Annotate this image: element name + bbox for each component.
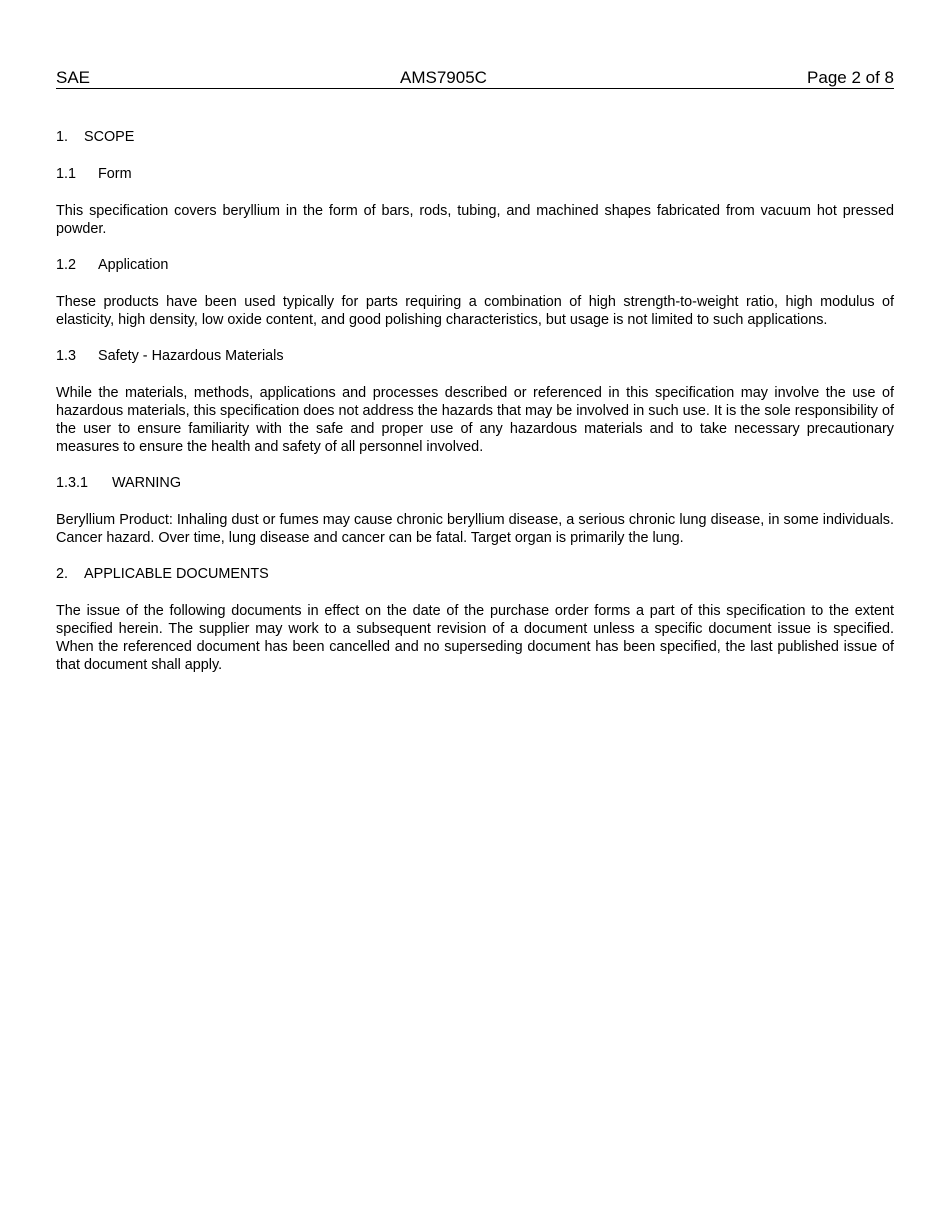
section-2-text: The issue of the following documents in effect on the date of the purchase order forms a part of this specification to the extent specified herein. The supplier may work to a subsequent revision of a document unless a specific document issue is specified. When the referenced document has been cancelled and no superseding document has been specified, the last published issue of that document shall apply. <box>56 603 894 673</box>
page-header <box>56 68 894 89</box>
section-1-3-1-heading <box>56 474 894 492</box>
header-doc-id: AMS7905C <box>400 68 487 87</box>
section-2-heading <box>56 565 894 583</box>
section-1-2-text: These products have been used typically for parts requiring a combination of high strength-to-weight ratio, high modulus of elasticity, high density, low oxide content, and good polishing characteristics, but usage is not limited to such applications. <box>56 294 894 328</box>
document-body <box>56 128 894 674</box>
section-number: 2. <box>56 566 69 582</box>
section-number: 1.1 <box>56 166 77 182</box>
section-1-3-text: While the materials, methods, applications and processes described or referenced in this specification may involve the use of hazardous materials, this specification does not address the hazards that may be involved in such use. It is the sole responsibility of the user to ensure familiarity with the safe and proper use of any hazardous materials and to take necessary precautionary measures to ensure the health and safety of all personnel involved. <box>56 385 894 455</box>
section-title: WARNING <box>112 475 182 491</box>
header-org: SAE <box>56 68 91 87</box>
section-title: SCOPE <box>84 129 135 145</box>
section-1-3-1-text: Beryllium Product: Inhaling dust or fumes may cause chronic beryllium disease, a serious chronic lung disease, in some individuals. Cancer hazard. Over time, lung disease and cancer can be fatal. Target organ is primarily the lung. <box>56 512 894 546</box>
section-1-heading <box>56 128 894 146</box>
section-title: Form <box>98 166 132 182</box>
section-number: 1. <box>56 129 69 145</box>
section-1-1-heading <box>56 165 894 183</box>
section-1-3-heading <box>56 347 894 365</box>
header-page-number: Page 2 of 8 <box>807 68 894 87</box>
section-number: 1.3.1 <box>56 475 89 491</box>
section-1-2-heading <box>56 256 894 274</box>
section-title: Application <box>98 257 169 273</box>
section-number: 1.3 <box>56 348 77 364</box>
section-title: APPLICABLE DOCUMENTS <box>84 566 269 582</box>
section-number: 1.2 <box>56 257 77 273</box>
section-title: Safety - Hazardous Materials <box>98 348 284 364</box>
section-1-1-text: This specification covers beryllium in the form of bars, rods, tubing, and machined shapes fabricated from vacuum hot pressed powder. <box>56 203 894 237</box>
